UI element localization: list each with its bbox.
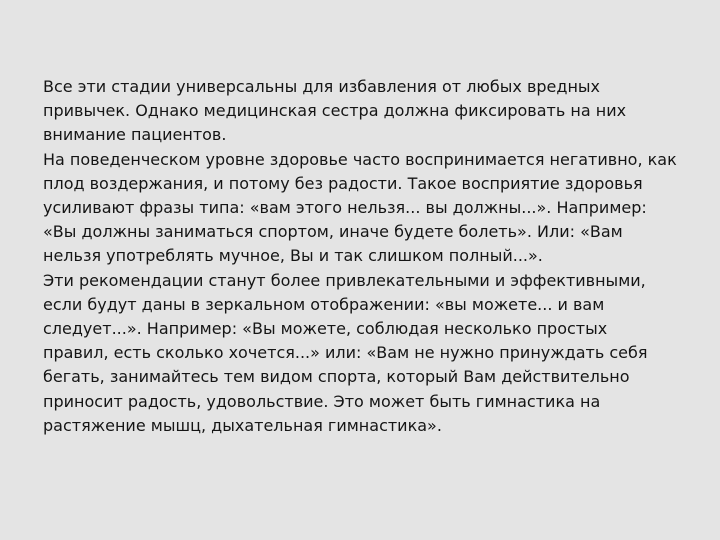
text-line: плод воздержания, и потому без радости. Такое восприятие здоровья <box>43 173 643 193</box>
text-line: если будут даны в зеркальном отображении: «вы можете... и вам <box>43 294 605 314</box>
text-line: усиливают фразы типа: «вам этого нельзя... вы должны...». Например: <box>43 198 647 218</box>
text-line: приносит радость, удовольствие. Это может быть гимнастика на <box>43 391 601 411</box>
text-line: бегать, занимайтесь тем видом спорта, который Вам действительно <box>43 367 630 387</box>
text-line: следует...». Например: «Вы можете, соблюдая несколько простых <box>43 319 608 339</box>
text-line: внимание пациентов. <box>43 125 227 145</box>
text-line: правил, есть сколько хочется...» или: «Вам не нужно принуждать себя <box>43 343 648 363</box>
text-line: Эти рекомендации станут более привлекательными и эффективными, <box>43 270 646 290</box>
text-line: растяжение мышц, дыхательная гимнастика». <box>43 415 442 435</box>
text-line: привычек. Однако медицинская сестра должна фиксировать на них <box>43 101 627 121</box>
text-line: «Вы должны заниматься спортом, иначе будете болеть». Или: «Вам <box>43 222 623 242</box>
text-line: На поведенческом уровне здоровье часто воспринимается негативно, как <box>43 149 677 169</box>
text-line: нельзя употреблять мучное, Вы и так слишком полный...». <box>43 246 543 266</box>
body-text <box>43 75 693 438</box>
text-line: Все эти стадии универсальны для избавления от любых вредных <box>43 77 600 96</box>
